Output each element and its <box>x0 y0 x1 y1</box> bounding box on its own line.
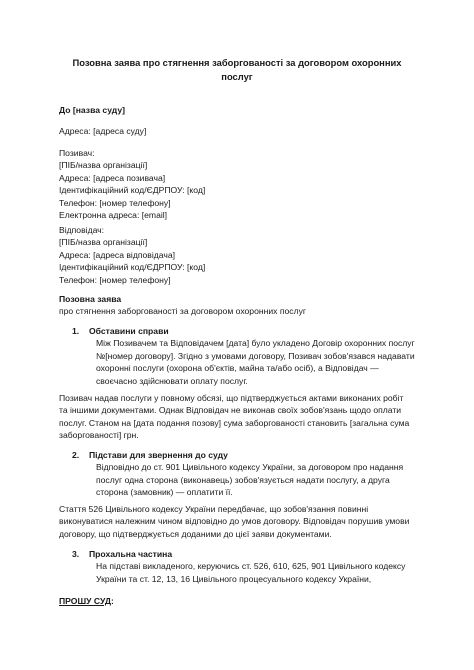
court-heading: До [назва суду] <box>59 105 125 115</box>
section-body <box>96 337 426 387</box>
text-line: виконуватися належним чином відповідно до умов договору. Відповідач порушив умови <box>59 516 410 527</box>
court-address-block <box>59 125 419 137</box>
text-line: сторона (замовник) — оплатити її. <box>96 487 233 498</box>
text-line: Стаття 526 Цивільного кодексу України передбачає, що зобов'язання повинні <box>59 504 369 514</box>
plaintiff-block <box>59 147 419 221</box>
section-heading: Обставини справи <box>89 326 169 336</box>
section-body <box>96 560 426 585</box>
text-line: охоронні послуги (охорона об'єктів, майна та/або осіб), а Відповідач — <box>96 363 379 374</box>
paragraph-services <box>59 392 419 442</box>
section-heading: Підстави для звернення до суду <box>89 450 228 460</box>
claim-block <box>59 293 419 318</box>
text-line: послуг. Станом на [дата подання позову] сума заборгованості становить [загальна сума <box>59 417 410 428</box>
text-line: Відповідно до ст. 901 Цивільного кодексу України, за договором про надання <box>96 462 404 473</box>
section-number: 1. <box>72 326 80 336</box>
request-text: ПРОШУ СУД <box>59 596 111 606</box>
title-line: Позовна заява про стягнення заборгованості за договором охоронних <box>72 57 402 68</box>
defendant-name: [ПІБ/назва організації] <box>59 237 148 248</box>
text-line: №[номер договору]. Згідно з умовами договору, Позивач зобов'язався надавати <box>96 350 415 361</box>
paragraph-article-526 <box>59 503 419 540</box>
defendant-label: Відповідач: <box>59 225 105 235</box>
claim-subtitle: про стягнення заборгованості за договором охоронних послуг <box>59 306 307 317</box>
text-line: На підставі викладеного, керуючись ст. 526, 610, 625, 901 Цивільного кодексу <box>96 561 406 572</box>
defendant-id-code: Ідентифікаційний код/ЄДРПОУ: [код] <box>59 262 206 273</box>
plaintiff-label: Позивач: <box>59 148 95 158</box>
section-number: 2. <box>72 450 80 460</box>
text-line: України та ст. 12, 13, 16 Цивільного процесуального кодексу України, <box>96 573 372 584</box>
defendant-phone: Телефон: [номер телефону] <box>59 274 171 285</box>
court-address: Адреса: [адреса суду] <box>59 126 147 136</box>
court-block <box>59 104 419 116</box>
plaintiff-name: [ПІБ/назва організації] <box>59 160 148 171</box>
section-body <box>96 461 426 498</box>
text-line: своєчасно здійснювати оплату послуг. <box>96 375 248 386</box>
plaintiff-id-code: Ідентифікаційний код/ЄДРПОУ: [код] <box>59 185 206 196</box>
title-line: послуг <box>221 71 253 82</box>
request-colon: : <box>110 596 114 606</box>
defendant-address: Адреса: [адреса відповідача] <box>59 249 176 260</box>
text-line: Позивач надав послуги у повному обсязі, що підтверджується актами виконаних робіт <box>59 393 404 403</box>
request-heading <box>59 595 419 607</box>
text-line: договору, що підтверджується доданими до цієї заяви документами. <box>59 528 332 539</box>
plaintiff-email: Електронна адреса: [email] <box>59 210 168 221</box>
defendant-block <box>59 224 419 286</box>
section-number: 3. <box>72 549 80 559</box>
text-line: Між Позивачем та Відповідачем [дата] було укладено Договір охоронних послуг <box>96 338 415 349</box>
section-heading: Прохальна частина <box>89 549 173 559</box>
text-line: заборгованості] грн. <box>59 430 139 441</box>
claim-heading: Позовна заява <box>59 294 122 304</box>
document-title <box>60 56 414 84</box>
plaintiff-address: Адреса: [адреса позивача] <box>59 172 166 183</box>
text-line: та іншими документами. Однак Відповідач не виконав своїх зобов'язань щодо оплати <box>59 405 402 416</box>
text-line: послуг одна сторона (виконавець) зобов'язується надати послугу, а друга <box>96 474 390 485</box>
plaintiff-phone: Телефон: [номер телефону] <box>59 197 171 208</box>
